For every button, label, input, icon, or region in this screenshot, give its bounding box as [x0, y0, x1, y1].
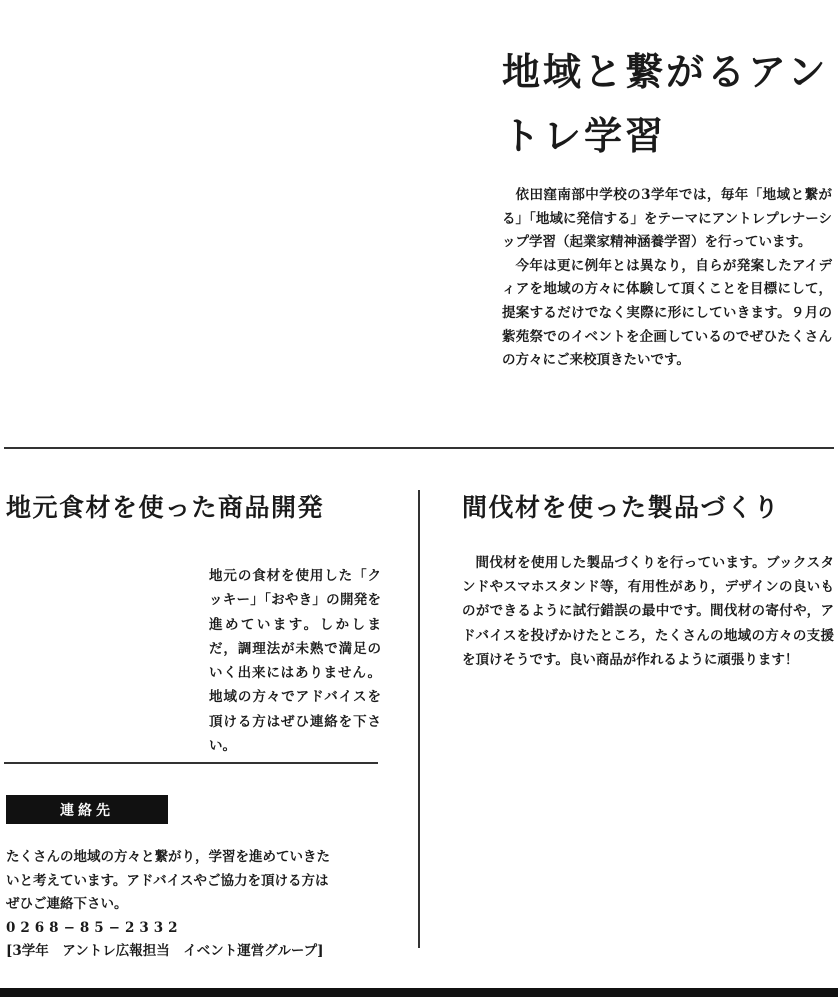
bottom-bar — [0, 988, 838, 997]
intro-text — [502, 184, 832, 373]
contact-divider — [4, 762, 378, 764]
wood-section-heading: 間伐材を使った製品づくり — [462, 493, 781, 522]
column-divider — [418, 490, 420, 948]
food-section-text: 地元の食材を使用した「クッキー」「おやき」の開発を進めています。しかしまだ，調理法が未熟で満足のいく出来にはありません。地域の方々でアドバイスを頂ける方はぜひ連絡を下さい。 — [209, 568, 381, 755]
page-title — [502, 40, 832, 168]
contact-line-1: たくさんの地域の方々と繋がり，学習を進めていきた — [6, 849, 330, 865]
wood-section-body — [462, 551, 834, 672]
contact-line-2: いと考えています。アドバイスやご協力を頂ける方は — [6, 872, 329, 889]
contact-line-3: ぜひご連絡下さい。 — [6, 896, 128, 912]
wood-section-text: 間伐材を使用した製品づくりを行っています。ブックスタンドやスマホスタンド等，有用性があり，デザインの良いものができるように試行錯誤の最中です。間伐材の寄付や，アドバイスを投げかけたところ，たくさんの地域の方々の支援を頂けそうです。良い商品が作れるように頑張ります！ — [462, 555, 834, 668]
contact-text — [6, 846, 386, 964]
contact-badge: 連絡先 — [6, 795, 168, 824]
title-line-1: 地域と繋がるアン — [502, 49, 829, 94]
contact-phone: 0268−85−2332 — [6, 919, 183, 936]
title-line-2: トレ学習 — [502, 113, 667, 158]
food-section-heading: 地元食材を使った商品開発 — [6, 493, 325, 522]
intro-paragraph-2: 今年は更に例年とは異なり，自らが発案したアイディアを地域の方々に体験して頂くことを目標にして，提案するだけでなく実際に形にしていきます。９月の紫苑祭でのイベントを企画しているのでぜひたくさんの方々にご来校頂きたいです。 — [502, 257, 832, 369]
intro-paragraph-1: 依田窪南部中学校の3学年では，毎年「地域と繋がる」「地域に発信する」をテーマにアントレプレナーシップ学習（起業家精神涵養学習）を行っています。 — [502, 187, 832, 251]
contact-group: [3学年 アントレ広報担当 イベント運営グループ] — [6, 943, 324, 959]
food-section-body — [209, 564, 381, 758]
top-divider — [4, 447, 834, 449]
